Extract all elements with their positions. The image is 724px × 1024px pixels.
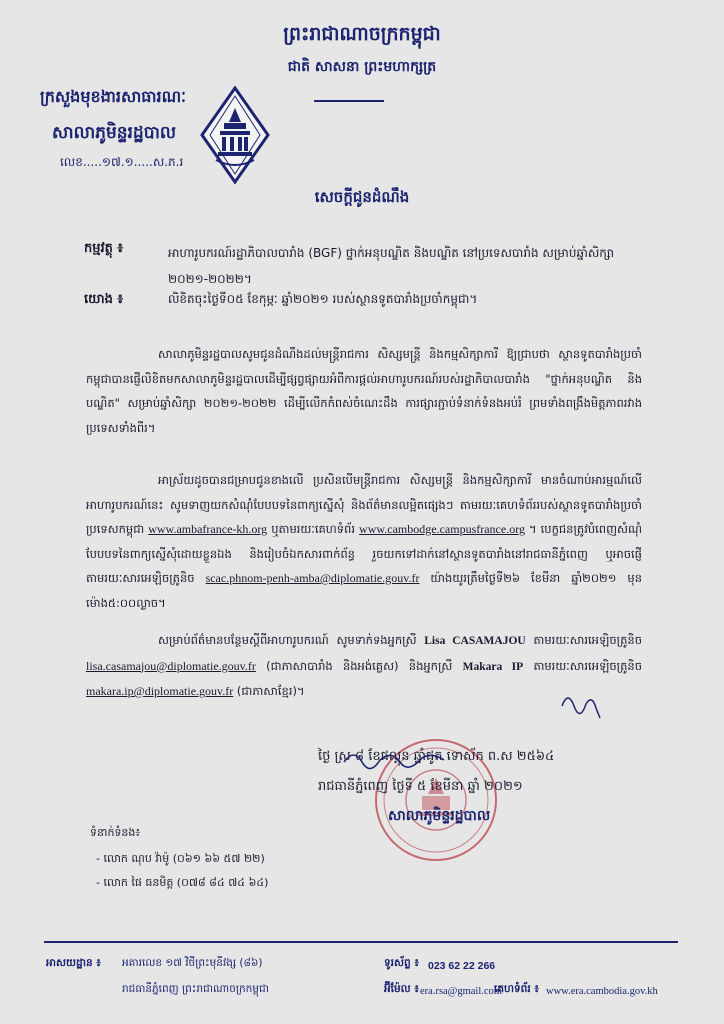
footer-divider [44, 941, 678, 943]
school-emblem-icon [200, 86, 270, 184]
footer-address-line-1: អគារលេខ ១៧ វិថីព្រះមុនីវង្ស (៨៦) [122, 957, 263, 969]
contact-line-2: - លោក ផៃ ធនមិត្ត (០៧៨ ៨៤ ៧៤ ៦៤) [96, 876, 269, 889]
lunar-date: ថ្ងៃ ស្រ ៨ ខែផល្គុន ឆ្នាំជូត ទោស័ក ព.ស ២៥៦៤ [318, 749, 555, 764]
subject-text: អាហារូបករណ៍រដ្ឋាភិបាលបារាំង (BGF) ថ្នាក់អនុបណ្ឌិត និងបណ្ឌិត នៅប្រទេសបារាំង សម្រាប់ឆ្នាំសិក្សា ២០២១-២០២២។ [168, 246, 615, 286]
p3-text-b: តាមរយៈសារអេឡិចត្រូនិច [533, 633, 642, 647]
footer-address-label: អាសយដ្ឋាន ៖ [46, 957, 101, 969]
national-motto: ជាតិ សាសនា ព្រះមហាក្សត្រ [287, 59, 437, 75]
footer-phone-label: ទូរស័ព្ទ ៖ [384, 957, 419, 969]
reference-text: លិខិតចុះថ្ងៃទី០៥ ខែកុម្ភៈ ឆ្នាំ២០២១ របស់ស្ថានទូតបារាំងប្រចាំកម្ពុជា។ [168, 292, 478, 306]
handwritten-date-icon [340, 744, 450, 772]
contact-line-1: - លោក ណុប វ៉ាម៉ូ (០៦១ ៦៦ ៥៧ ២២) [96, 852, 265, 865]
p3-text-a: សម្រាប់ព័ត៌មានបន្ថែមស្តីពីអាហារូបករណ៍ សូមទាក់ទងអ្នកស្រី [158, 633, 417, 647]
school-name: សាលាភូមិន្ទរដ្ឋបាល [52, 123, 177, 143]
body-paragraph-2 [86, 468, 642, 615]
scac-email-link[interactable]: scac.phnom-penh-amba@diplomatie.gouv.fr [205, 571, 420, 585]
contact-name-2: Makara IP [462, 660, 524, 673]
p2-text-b: ឬតាមរយៈគេហទំព័រ [271, 522, 356, 536]
footer-website-link[interactable]: www.era.cambodia.gov.kh [546, 986, 658, 997]
kingdom-heading: ព្រះរាជាណាចក្រកម្ពុជា [283, 23, 441, 45]
reference-label: យោង ៖ [84, 292, 124, 307]
lisa-email-link[interactable]: lisa.casamajou@diplomatie.gouv.fr [86, 658, 256, 673]
signature-school-name: សាលាភូមិន្ទរដ្ឋបាល [388, 808, 491, 824]
p2-text-a: អាស្រ័យដូចបានជម្រាបជូនខាងលើ ប្រសិនបើមន្ត្រីរាជការ សិស្សមន្ត្រី និងកម្មសិក្សាការី មានចំណាប់អារម្មណ៍លើអាហារូបករណ៍នេះ សូមទាញយកសំណុំបែបបទនៃពាក្យស្នើសុំ និងព័ត៌មានលម្អិតផ្សេងៗ តាមរយៈគេហទំព័ររបស់ស្ថានទូតបារាំងប្រចាំប្រទេសកម្ពុជា [86, 473, 642, 536]
p2-text-d: យ៉ាងយូរត្រឹមថ្ងៃទី២៦ ខែមីនា ឆ្នាំ២០២១ មុនម៉ោង៥:០០ល្ងាច។ [86, 571, 642, 610]
notice-title: សេចក្តីជូនដំណឹង [314, 188, 410, 206]
footer-website-label: គេហទំព័រ ៖ [494, 983, 539, 995]
reference-number: លេខ.....១៧.១.....ស.ភ.រ [60, 155, 184, 169]
body-paragraph-1: សាលាភូមិន្ទរដ្ឋបាលសូមជូនដំណឹងដល់មន្ត្រីរាជការ សិស្សមន្ត្រី និងកម្មសិក្សាការី ឱ្យជ្រាបថា ស្ថានទូតបារាំងប្រចាំកម្ពុជាបានផ្ញើលិខិតមកសាលាភូមិន្ទរដ្ឋបាលដើម្បីផ្សព្វផ្សាយអំពីការផ្តល់អាហារូបករណ៍របស់រដ្ឋាភិបាលបារាំង "ថ្នាក់អនុបណ្ឌិត និងបណ្ឌិត" សម្រាប់ឆ្នាំសិក្សា ២០២១-២០២២ ដើម្បីលើកកំពស់ចំណេះដឹង ការផ្សារភ្ជាប់ទំនាក់ទំនងអប់រំ ព្រមទាំងពង្រឹងមិត្តភាពរវាងប្រទេសទាំងពីរ។ [86, 347, 642, 435]
ministry-name: ក្រសួងមុខងារសាធារណៈ [40, 87, 186, 106]
footer-email-link[interactable]: era.rsa@gmail.com [420, 986, 502, 997]
embassy-website-link[interactable]: www.ambafrance-kh.org [148, 522, 268, 536]
solar-date: រាជធានីភ្នំពេញ ថ្ងៃទី ៥ ខែមីនា ឆ្នាំ ២០២១ [318, 779, 523, 794]
p3-text-c: (ជាភាសាបារាំង និងអង់គ្លេស) និងអ្នកស្រី [266, 658, 453, 673]
handwritten-initials-icon [556, 684, 616, 724]
p3-text-e: (ជាភាសាខ្មែរ)។ [236, 684, 305, 698]
contacts-title: ទំនាក់ទំនង៖ [90, 826, 141, 839]
footer-email-label: អ៊ីម៉ែល ៖ [384, 983, 419, 995]
contact-name-1: Lisa CASAMAJOU [424, 635, 526, 647]
p3-text-d: តាមរយៈសារអេឡិចត្រូនិច [533, 658, 643, 673]
footer-address-line-2: រាជធានីភ្នំពេញ ព្រះរាជាណាចក្រកម្ពុជា [122, 983, 269, 995]
motto-divider [314, 100, 384, 102]
subject-label: កម្មវត្ថុ ៖ [84, 241, 124, 256]
makara-email-link[interactable]: makara.ip@diplomatie.gouv.fr [86, 684, 234, 698]
footer-phone[interactable]: 023 62 22 266 [428, 960, 496, 972]
campusfrance-website-link[interactable]: www.cambodge.campusfrance.org [359, 522, 525, 536]
p2-text-c: ។ បេក្ខជនត្រូវបំពេញសំណុំបែបបទនៃពាក្យស្នើសុំដោយខ្លួនឯង និងរៀបចំឯកសារពាក់ព័ន្ធ រួចយកទៅដាក់នៅស្ថានទូតបារាំងនៅរាជធានីភ្នំពេញ ឬអាចផ្ញើតាមរយៈសារអេឡិចត្រូនិច [86, 522, 643, 585]
